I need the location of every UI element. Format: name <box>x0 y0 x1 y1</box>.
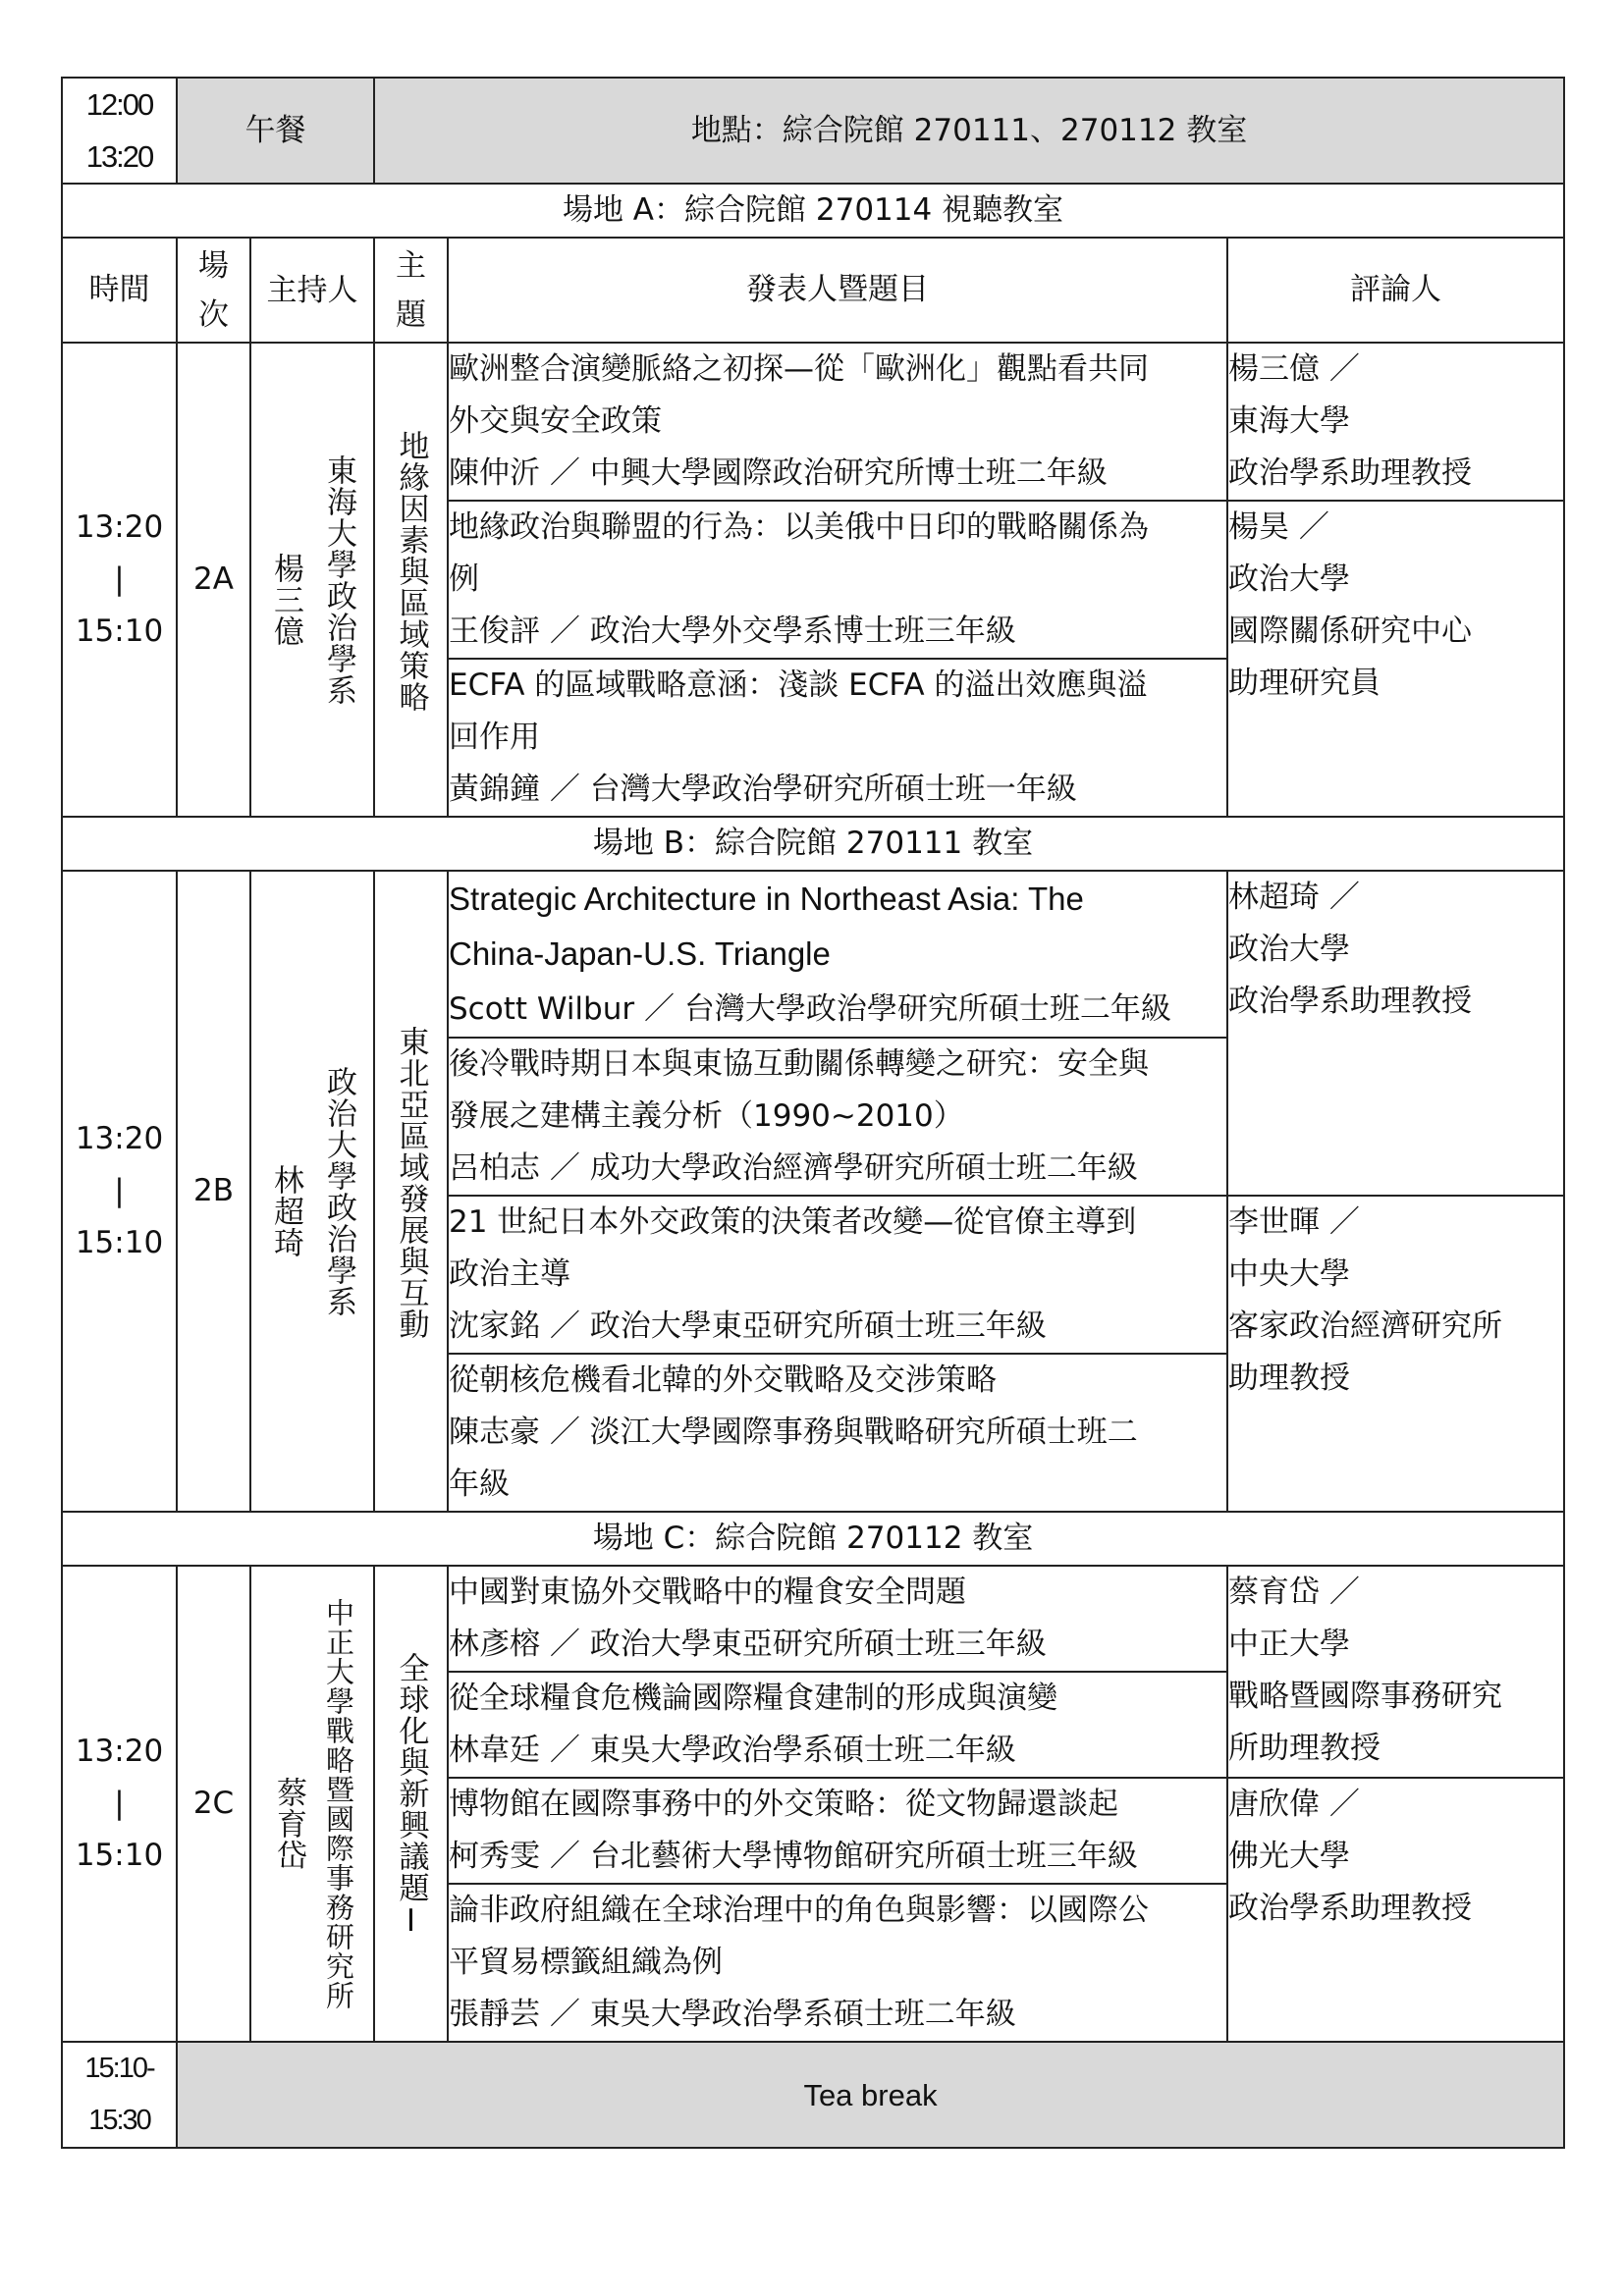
header-row <box>62 238 1564 343</box>
session-2c-host <box>250 1566 374 2042</box>
reviewer-title: 政治學系助理教授 <box>1228 1891 1472 1926</box>
theme-text: 地緣因素與區域策略 <box>393 430 429 713</box>
paper-cell <box>448 343 1227 501</box>
paper-author: 年級 <box>449 1467 510 1502</box>
session-2a-host <box>250 343 374 817</box>
time-dash: | <box>114 561 125 597</box>
paper-author: 陳志豪 ／ 淡江大學國際事務與戰略研究所碩士班二 <box>449 1415 1138 1450</box>
paper-author: 林韋廷 ／ 東吳大學政治學系碩士班二年級 <box>449 1733 1016 1768</box>
venue-a-title: 場地 A：綜合院館 270114 視聽教室 <box>62 184 1564 238</box>
host-name: 楊三億 <box>268 552 303 647</box>
paper-cell <box>448 1038 1227 1196</box>
tea-break-label: Tea break <box>177 2042 1564 2148</box>
paper-title: 例 <box>449 561 479 597</box>
schedule-table <box>61 77 1565 2149</box>
paper-title: 政治主導 <box>449 1256 570 1292</box>
lunch-time-start: 12:00 <box>85 87 153 122</box>
paper-title: 歐洲整合演變脈絡之初探—從「歐洲化」觀點看共同 <box>449 351 1149 387</box>
venue-row <box>62 184 1564 238</box>
header-session-text: 場次 <box>198 247 229 333</box>
venue-c-title: 場地 C：綜合院館 270112 教室 <box>62 1512 1564 1566</box>
paper-author: 王俊評 ／ 政治大學外交學系博士班三年級 <box>449 614 1016 649</box>
theme-text: 全球化與新興議題I <box>393 1651 429 1940</box>
reviewer-affiliation: 中正大學 <box>1228 1627 1350 1662</box>
session-2c-theme <box>374 1566 448 2042</box>
reviewer-cell <box>1227 871 1564 1196</box>
paper-title: 21 世紀日本外交政策的決策者改變—從官僚主導到 <box>449 1204 1137 1240</box>
paper-cell <box>448 1884 1227 2042</box>
session-2c-code: 2C <box>177 1566 250 2042</box>
lunch-time-end: 13:20 <box>85 139 153 174</box>
paper-title: Strategic Architecture in Northeast Asia: The <box>449 881 1084 917</box>
reviewer-name: 林超琦 ／ <box>1228 880 1360 915</box>
time-start: 13:20 <box>75 1121 164 1156</box>
paper-title: 地緣政治與聯盟的行為：以美俄中日印的戰略關係為 <box>449 509 1149 545</box>
time-start: 13:20 <box>75 1734 164 1769</box>
time-start: 13:20 <box>75 509 164 545</box>
host-affiliation: 政治大學政治學系 <box>321 1065 356 1317</box>
header-presenter: 發表人暨題目 <box>448 238 1227 343</box>
time-dash: | <box>114 1786 125 1821</box>
time-end: 15:10 <box>75 614 164 649</box>
reviewer-title: 政治學系助理教授 <box>1228 984 1472 1019</box>
session-2b-code: 2B <box>177 871 250 1512</box>
paper-title: 從全球糧食危機論國際糧食建制的形成與演變 <box>449 1681 1057 1716</box>
reviewer-name: 李世暉 ／ <box>1228 1204 1360 1240</box>
session-row <box>62 871 1564 1038</box>
paper-title: 博物館在國際事務中的外交策略：從文物歸還談起 <box>449 1787 1118 1822</box>
session-2b-host <box>250 871 374 1512</box>
lunch-row <box>62 78 1564 184</box>
theme-text: 東北亞區域發展與互動 <box>393 1026 429 1340</box>
time-end: 15:10 <box>75 1838 164 1873</box>
paper-cell <box>448 871 1227 1038</box>
header-host <box>250 238 374 343</box>
reviewer-name: 唐欣偉 ／ <box>1228 1787 1360 1822</box>
reviewer-cell <box>1227 343 1564 501</box>
header-reviewer: 評論人 <box>1227 238 1564 343</box>
venue-b-title: 場地 B：綜合院館 270111 教室 <box>62 817 1564 871</box>
reviewer-affiliation: 政治大學 <box>1228 932 1350 967</box>
header-session <box>177 238 250 343</box>
session-row <box>62 1566 1564 1672</box>
reviewer-name: 楊三億 ／ <box>1228 351 1360 387</box>
session-2a-theme <box>374 343 448 817</box>
paper-title: 論非政府組織在全球治理中的角色與影響：以國際公 <box>449 1893 1149 1928</box>
reviewer-affiliation: 政治大學 <box>1228 561 1350 597</box>
paper-author: 沈家銘 ／ 政治大學東亞研究所碩士班三年級 <box>449 1308 1047 1344</box>
paper-author: 陳仲沂 ／ 中興大學國際政治研究所博士班二年級 <box>449 455 1108 491</box>
paper-cell <box>448 1778 1227 1884</box>
host-affiliation: 中正大學戰略暨國際事務研究所 <box>322 1597 355 2010</box>
paper-title: ECFA 的區域戰略意涵：淺談 ECFA 的溢出效應與溢 <box>449 667 1148 703</box>
reviewer-title: 戰略暨國際事務研究 <box>1228 1679 1502 1714</box>
reviewer-title: 國際關係研究中心 <box>1228 614 1472 649</box>
header-time: 時間 <box>62 238 177 343</box>
paper-cell <box>448 1672 1227 1778</box>
session-2c-time <box>62 1566 177 2042</box>
paper-cell <box>448 1566 1227 1672</box>
reviewer-name: 蔡育岱 ／ <box>1228 1575 1360 1610</box>
host-name: 蔡育岱 <box>271 1776 306 1871</box>
paper-title: 後冷戰時期日本與東協互動關係轉變之研究：安全與 <box>449 1046 1149 1082</box>
reviewer-title: 政治學系助理教授 <box>1228 455 1472 491</box>
session-2a-time <box>62 343 177 817</box>
paper-author: Scott Wilbur ／ 台灣大學政治學研究所碩士班二年級 <box>449 991 1171 1027</box>
lunch-location: 地點：綜合院館 270111、270112 教室 <box>374 78 1564 184</box>
reviewer-name: 楊昊 ／ <box>1228 509 1329 545</box>
paper-cell <box>448 501 1227 659</box>
time-end: 15:10 <box>75 1225 164 1260</box>
paper-title: 中國對東協外交戰略中的糧食安全問題 <box>449 1575 966 1610</box>
paper-author: 林彥榕 ／ 政治大學東亞研究所碩士班三年級 <box>449 1627 1047 1662</box>
paper-cell <box>448 659 1227 817</box>
paper-title: China-Japan-U.S. Triangle <box>449 935 831 972</box>
paper-title: 發展之建構主義分析（1990~2010） <box>449 1098 964 1134</box>
paper-title: 回作用 <box>449 720 540 755</box>
reviewer-cell <box>1227 501 1564 817</box>
reviewer-title: 助理教授 <box>1228 1361 1350 1396</box>
session-2b-time <box>62 871 177 1512</box>
host-affiliation: 東海大學政治學系 <box>321 454 356 706</box>
tea-break-row <box>62 2042 1564 2148</box>
header-theme <box>374 238 448 343</box>
tea-break-time: 15:10-15:30 <box>62 2042 177 2148</box>
lunch-label: 午餐 <box>177 78 374 184</box>
paper-title: 平貿易標籤組織為例 <box>449 1945 723 1980</box>
paper-title: 從朝核危機看北韓的外交戰略及交涉策略 <box>449 1362 997 1398</box>
session-2a-code: 2A <box>177 343 250 817</box>
header-theme-text: 主題 <box>396 247 426 333</box>
paper-author: 張靜芸 ／ 東吳大學政治學系碩士班二年級 <box>449 1997 1016 2032</box>
venue-row <box>62 817 1564 871</box>
reviewer-title: 所助理教授 <box>1228 1731 1380 1766</box>
host-name: 林超琦 <box>268 1163 303 1258</box>
session-2b-theme <box>374 871 448 1512</box>
reviewer-cell <box>1227 1566 1564 1778</box>
header-host-text: 主持人 <box>266 272 358 308</box>
reviewer-cell <box>1227 1778 1564 2042</box>
reviewer-cell <box>1227 1196 1564 1512</box>
paper-title: 外交與安全政策 <box>449 403 662 439</box>
reviewer-affiliation: 東海大學 <box>1228 403 1350 439</box>
reviewer-affiliation: 佛光大學 <box>1228 1839 1350 1874</box>
paper-cell <box>448 1196 1227 1354</box>
paper-author: 呂柏志 ／ 成功大學政治經濟學研究所碩士班二年級 <box>449 1150 1138 1186</box>
session-row <box>62 343 1564 501</box>
reviewer-affiliation: 中央大學 <box>1228 1256 1350 1292</box>
reviewer-title: 助理研究員 <box>1228 666 1380 701</box>
paper-author: 黃錦鐘 ／ 台灣大學政治學研究所碩士班一年級 <box>449 772 1077 807</box>
lunch-time <box>62 78 177 184</box>
reviewer-title: 客家政治經濟研究所 <box>1228 1308 1502 1344</box>
time-dash: | <box>114 1173 125 1208</box>
paper-author: 柯秀雯 ／ 台北藝術大學博物館研究所碩士班三年級 <box>449 1839 1138 1874</box>
paper-cell <box>448 1354 1227 1512</box>
venue-row <box>62 1512 1564 1566</box>
